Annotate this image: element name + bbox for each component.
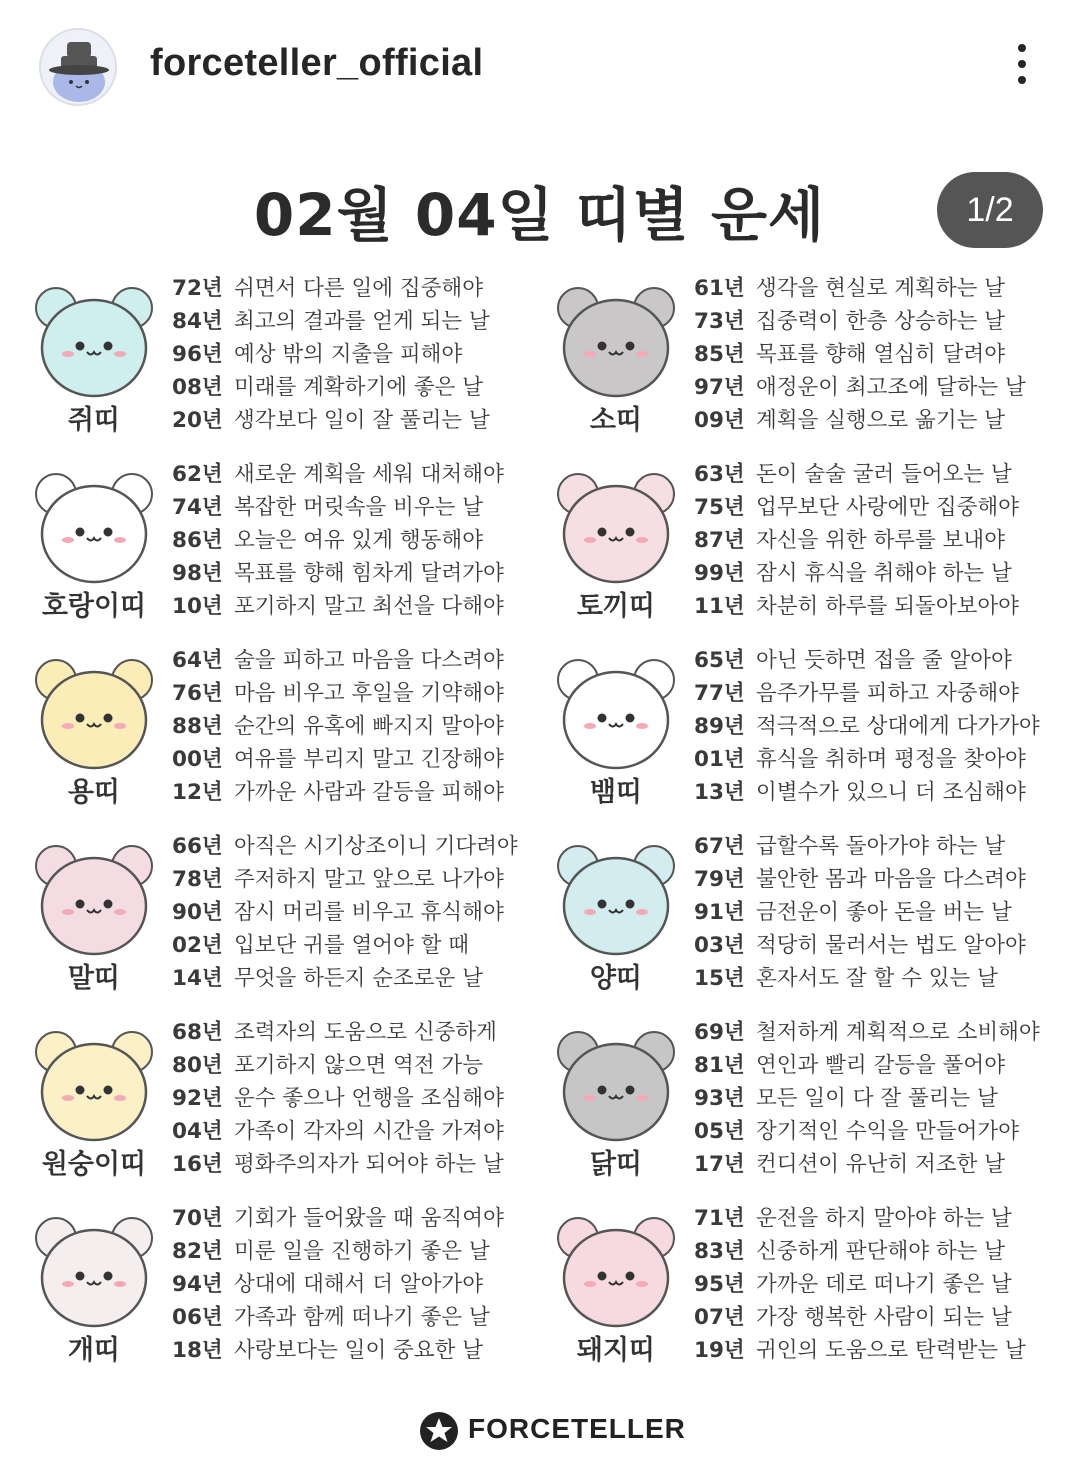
fortune-text: 운전을 하지 말아야 하는 날	[756, 1206, 1012, 1231]
fortune-text: 이별수가 있으니 더 조심해야	[756, 780, 1026, 805]
birth-year: 81년	[694, 1053, 745, 1078]
birth-year: 77년	[694, 681, 745, 706]
fortune-line	[172, 524, 504, 557]
birth-year: 20년	[172, 408, 223, 433]
birth-year: 64년	[172, 648, 223, 673]
fortune-text: 차분히 하루를 되돌아보아야	[756, 594, 1019, 619]
fortune-text: 최고의 결과를 얻게 되는 날	[234, 309, 490, 334]
fortune-text: 자신을 위한 하루를 보내야	[756, 528, 1005, 553]
birth-year: 83년	[694, 1239, 745, 1264]
birth-year: 66년	[172, 834, 223, 859]
fortune-line	[694, 929, 1026, 962]
birth-year: 17년	[694, 1152, 745, 1177]
birth-year: 85년	[694, 342, 745, 367]
sheep-icon	[546, 838, 686, 963]
fortune-text: 목표를 향해 힘차게 달려가야	[234, 561, 504, 586]
fortune-line	[172, 962, 518, 995]
birth-year: 98년	[172, 561, 223, 586]
fortune-line	[694, 1268, 1026, 1301]
zodiac-block	[546, 830, 1068, 1008]
fortune-text: 기회가 들어왔을 때 움직여야	[234, 1206, 504, 1231]
fortune-line	[172, 1334, 504, 1367]
fortune-text: 오늘은 여유 있게 행동해야	[234, 528, 483, 553]
fortune-list	[172, 272, 490, 437]
zodiac-block	[24, 272, 546, 450]
zodiac-name: 원숭이띠	[41, 1149, 147, 1180]
fortune-text: 쉬면서 다른 일에 집중해야	[234, 276, 483, 301]
birth-year: 76년	[172, 681, 223, 706]
birth-year: 09년	[694, 408, 745, 433]
birth-year: 68년	[172, 1020, 223, 1045]
fortune-text: 집중력이 한층 상승하는 날	[756, 309, 1005, 334]
fortune-list	[694, 1016, 1040, 1181]
birth-year: 73년	[694, 309, 745, 334]
fortune-line	[694, 1235, 1026, 1268]
birth-year: 97년	[694, 375, 745, 400]
fortune-line	[694, 830, 1026, 863]
fortune-text: 술을 피하고 마음을 다스려야	[234, 648, 504, 673]
dragon-icon	[24, 652, 164, 777]
birth-year: 19년	[694, 1338, 745, 1363]
birth-year: 16년	[172, 1152, 223, 1177]
fortune-line	[694, 1334, 1026, 1367]
fortune-text: 불안한 몸과 마음을 다스려야	[756, 867, 1026, 892]
page-title: 02월 04일 띠별 운세	[253, 181, 826, 249]
fortune-text: 생각을 현실로 계획하는 날	[756, 276, 1005, 301]
fortune-text: 복잡한 머릿속을 비우는 날	[234, 495, 483, 520]
zodiac-block	[24, 1016, 546, 1194]
zodiac-name: 호랑이띠	[41, 591, 147, 622]
rooster-icon	[546, 1024, 686, 1149]
fortune-line	[172, 677, 504, 710]
fortune-text: 입보단 귀를 열어야 할 때	[234, 933, 470, 958]
pig-icon	[546, 1210, 686, 1335]
ox-icon	[546, 280, 686, 405]
zodiac-name: 쥐띠	[67, 405, 121, 436]
fortune-line	[694, 524, 1019, 557]
fortune-text: 컨디션이 유난히 저조한 날	[756, 1152, 1005, 1177]
fortune-text: 아닌 듯하면 접을 줄 알아야	[756, 648, 1012, 673]
fortune-line	[694, 776, 1040, 809]
fortune-text: 연인과 빨리 갈등을 풀어야	[756, 1053, 1005, 1078]
fortune-line	[172, 1148, 504, 1181]
birth-year: 63년	[694, 462, 745, 487]
fortune-text: 적극적으로 상대에게 다가가야	[756, 714, 1040, 739]
post-header	[0, 0, 1079, 135]
fortune-list	[172, 830, 518, 995]
fortune-text: 금전운이 좋아 돈을 버는 날	[756, 900, 1012, 925]
zodiac-name: 용띠	[67, 777, 121, 808]
fortune-text: 포기하지 말고 최선을 다해야	[234, 594, 504, 619]
fortune-line	[694, 863, 1026, 896]
fortune-list	[172, 458, 504, 623]
monkey-icon	[24, 1024, 164, 1149]
birth-year: 79년	[694, 867, 745, 892]
fortune-text: 목표를 향해 열심히 달려야	[756, 342, 1005, 367]
fortune-text: 철저하게 계획적으로 소비해야	[756, 1020, 1040, 1045]
birth-year: 74년	[172, 495, 223, 520]
fortune-text: 새로운 계획을 세워 대처해야	[234, 462, 504, 487]
fortune-line	[694, 677, 1040, 710]
fortune-line	[694, 1115, 1040, 1148]
birth-year: 78년	[172, 867, 223, 892]
fortune-text: 여유를 부리지 말고 긴장해야	[234, 747, 504, 772]
birth-year: 12년	[172, 780, 223, 805]
fortune-text: 업무보단 사랑에만 집중해야	[756, 495, 1019, 520]
zodiac-name: 개띠	[67, 1335, 121, 1366]
zodiac-block	[546, 1202, 1068, 1380]
fortune-text: 음주가무를 피하고 자중해야	[756, 681, 1019, 706]
birth-year: 75년	[694, 495, 745, 520]
birth-year: 71년	[694, 1206, 745, 1231]
fortune-line	[172, 710, 504, 743]
birth-year: 61년	[694, 276, 745, 301]
zodiac-block	[24, 458, 546, 636]
fortune-text: 급할수록 돌아가야 하는 날	[756, 834, 1005, 859]
birth-year: 91년	[694, 900, 745, 925]
fortune-text: 순간의 유혹에 빠지지 말아야	[234, 714, 504, 739]
fortune-text: 상대에 대해서 더 알아가야	[234, 1272, 483, 1297]
fortune-text: 주저하지 말고 앞으로 나가야	[234, 867, 504, 892]
footer	[0, 1405, 1079, 1455]
zodiac-block	[24, 644, 546, 822]
fortune-line	[172, 1235, 504, 1268]
birth-year: 07년	[694, 1305, 745, 1330]
fortune-line	[694, 491, 1019, 524]
zodiac-name: 토끼띠	[576, 591, 656, 622]
fortune-line	[694, 1016, 1040, 1049]
fortune-text: 휴식을 취하며 평정을 찾아야	[756, 747, 1026, 772]
zodiac-name: 말띠	[67, 963, 121, 994]
fortune-text: 사랑보다는 일이 중요한 날	[234, 1338, 483, 1363]
fortune-list	[694, 644, 1040, 809]
fortune-line	[694, 896, 1026, 929]
birth-year: 04년	[172, 1119, 223, 1144]
fortune-line	[694, 590, 1019, 623]
birth-year: 14년	[172, 966, 223, 991]
more-options-icon[interactable]	[1008, 44, 1036, 92]
username[interactable]: forceteller_official	[150, 42, 484, 84]
page-indicator-badge: 1/2	[937, 172, 1043, 248]
birth-year: 84년	[172, 309, 223, 334]
fortune-line	[694, 1301, 1026, 1334]
fortune-text: 돈이 술술 굴러 들어오는 날	[756, 462, 1012, 487]
birth-year: 92년	[172, 1086, 223, 1111]
fortune-text: 귀인의 도움으로 탄력받는 날	[756, 1338, 1026, 1363]
birth-year: 70년	[172, 1206, 223, 1231]
birth-year: 18년	[172, 1338, 223, 1363]
birth-year: 08년	[172, 375, 223, 400]
fortune-line	[172, 1082, 504, 1115]
zodiac-block	[24, 1202, 546, 1380]
fortune-line	[172, 743, 504, 776]
fortune-line	[694, 338, 1026, 371]
birth-year: 95년	[694, 1272, 745, 1297]
fortune-line	[172, 272, 490, 305]
fortune-list	[694, 458, 1019, 623]
fortune-text: 운수 좋으나 언행을 조심해야	[234, 1086, 504, 1111]
rabbit-icon	[546, 466, 686, 591]
fortune-list	[694, 272, 1026, 437]
fortune-text: 가장 행복한 사람이 되는 날	[756, 1305, 1012, 1330]
birth-year: 96년	[172, 342, 223, 367]
fortune-text: 가까운 데로 떠나기 좋은 날	[756, 1272, 1012, 1297]
fortune-text: 조력자의 도움으로 신중하게	[234, 1020, 497, 1045]
fortune-line	[694, 557, 1019, 590]
fortune-line	[172, 1301, 504, 1334]
zodiac-name: 뱀띠	[589, 777, 643, 808]
fortune-line	[172, 1202, 504, 1235]
fortune-text: 적당히 물러서는 법도 알아야	[756, 933, 1026, 958]
fortune-line	[694, 305, 1026, 338]
fortune-text: 생각보다 일이 잘 풀리는 날	[234, 408, 490, 433]
fortune-line	[694, 272, 1026, 305]
fortune-text: 신중하게 판단해야 하는 날	[756, 1239, 1005, 1264]
tiger-icon	[24, 466, 164, 591]
birth-year: 69년	[694, 1020, 745, 1045]
fortune-text: 아직은 시기상조이니 기다려야	[234, 834, 518, 859]
birth-year: 10년	[172, 594, 223, 619]
zodiac-name: 양띠	[589, 963, 643, 994]
birth-year: 82년	[172, 1239, 223, 1264]
fortune-line	[172, 776, 504, 809]
zodiac-block	[546, 1016, 1068, 1194]
birth-year: 89년	[694, 714, 745, 739]
fortune-text: 잠시 휴식을 취해야 하는 날	[756, 561, 1012, 586]
snake-icon	[546, 652, 686, 777]
fortune-text: 평화주의자가 되어야 하는 날	[234, 1152, 504, 1177]
birth-year: 05년	[694, 1119, 745, 1144]
profile-avatar[interactable]	[39, 28, 117, 106]
fortune-line	[694, 1148, 1040, 1181]
birth-year: 00년	[172, 747, 223, 772]
fortune-line	[694, 644, 1040, 677]
fortune-line	[694, 1202, 1026, 1235]
fortune-line	[172, 458, 504, 491]
fortune-list	[694, 830, 1026, 995]
fortune-list	[172, 1016, 504, 1181]
birth-year: 87년	[694, 528, 745, 553]
fortune-line	[694, 458, 1019, 491]
birth-year: 86년	[172, 528, 223, 553]
birth-year: 72년	[172, 276, 223, 301]
fortune-line	[172, 929, 518, 962]
rat-icon	[24, 280, 164, 405]
fortune-text: 모든 일이 다 잘 풀리는 날	[756, 1086, 998, 1111]
zodiac-block	[24, 830, 546, 1008]
birth-year: 62년	[172, 462, 223, 487]
birth-year: 80년	[172, 1053, 223, 1078]
birth-year: 13년	[694, 780, 745, 805]
fortune-text: 혼자서도 잘 할 수 있는 날	[756, 966, 998, 991]
fortune-line	[694, 710, 1040, 743]
fortune-line	[694, 404, 1026, 437]
fortune-line	[172, 644, 504, 677]
fortune-line	[694, 1049, 1040, 1082]
fortune-line	[172, 1115, 504, 1148]
fortune-text: 애정운이 최고조에 달하는 날	[756, 375, 1026, 400]
fortune-line	[172, 896, 518, 929]
fortune-line	[172, 371, 490, 404]
birth-year: 65년	[694, 648, 745, 673]
fortune-text: 마음 비우고 후일을 기약해야	[234, 681, 504, 706]
fortune-list	[172, 644, 504, 809]
fortune-text: 포기하지 않으면 역전 가능	[234, 1053, 483, 1078]
forceteller-logo-icon	[419, 1411, 459, 1451]
fortune-line	[694, 962, 1026, 995]
fortune-line	[172, 1049, 504, 1082]
zodiac-name: 닭띠	[589, 1149, 643, 1180]
fortune-list	[694, 1202, 1026, 1367]
fortune-line	[694, 371, 1026, 404]
wizard-cat-avatar-icon	[41, 30, 117, 106]
birth-year: 94년	[172, 1272, 223, 1297]
fortune-line	[694, 743, 1040, 776]
fortune-line	[172, 404, 490, 437]
fortune-text: 가족이 각자의 시간을 가져야	[234, 1119, 504, 1144]
birth-year: 90년	[172, 900, 223, 925]
birth-year: 01년	[694, 747, 745, 772]
fortune-line	[172, 590, 504, 623]
fortune-line	[172, 1016, 504, 1049]
fortune-text: 가까운 사람과 갈등을 피해야	[234, 780, 504, 805]
fortune-text: 잠시 머리를 비우고 휴식해야	[234, 900, 504, 925]
birth-year: 15년	[694, 966, 745, 991]
fortune-line	[694, 1082, 1040, 1115]
birth-year: 11년	[694, 594, 745, 619]
zodiac-name: 돼지띠	[576, 1335, 656, 1366]
fortune-line	[172, 305, 490, 338]
fortune-text: 미룬 일을 진행하기 좋은 날	[234, 1239, 490, 1264]
birth-year: 93년	[694, 1086, 745, 1111]
fortune-text: 계획을 실행으로 옮기는 날	[756, 408, 1005, 433]
fortune-line	[172, 491, 504, 524]
birth-year: 99년	[694, 561, 745, 586]
fortune-line	[172, 557, 504, 590]
fortune-line	[172, 1268, 504, 1301]
birth-year: 06년	[172, 1305, 223, 1330]
zodiac-block	[546, 644, 1068, 822]
fortune-text: 예상 밖의 지출을 피해야	[234, 342, 463, 367]
zodiac-block	[546, 458, 1068, 636]
fortune-text: 무엇을 하든지 순조로운 날	[234, 966, 483, 991]
brand-wordmark: FORCETELLER	[468, 1413, 686, 1444]
fortune-line	[172, 830, 518, 863]
zodiac-block	[546, 272, 1068, 450]
fortune-text: 가족과 함께 떠나기 좋은 날	[234, 1305, 490, 1330]
fortune-line	[172, 338, 490, 371]
fortune-text: 미래를 계확하기에 좋은 날	[234, 375, 483, 400]
fortune-list	[172, 1202, 504, 1367]
fortune-text: 장기적인 수익을 만들어가야	[756, 1119, 1019, 1144]
birth-year: 88년	[172, 714, 223, 739]
fortune-line	[172, 863, 518, 896]
birth-year: 67년	[694, 834, 745, 859]
birth-year: 03년	[694, 933, 745, 958]
horse-icon	[24, 838, 164, 963]
zodiac-name: 소띠	[589, 405, 643, 436]
birth-year: 02년	[172, 933, 223, 958]
dog-icon	[24, 1210, 164, 1335]
